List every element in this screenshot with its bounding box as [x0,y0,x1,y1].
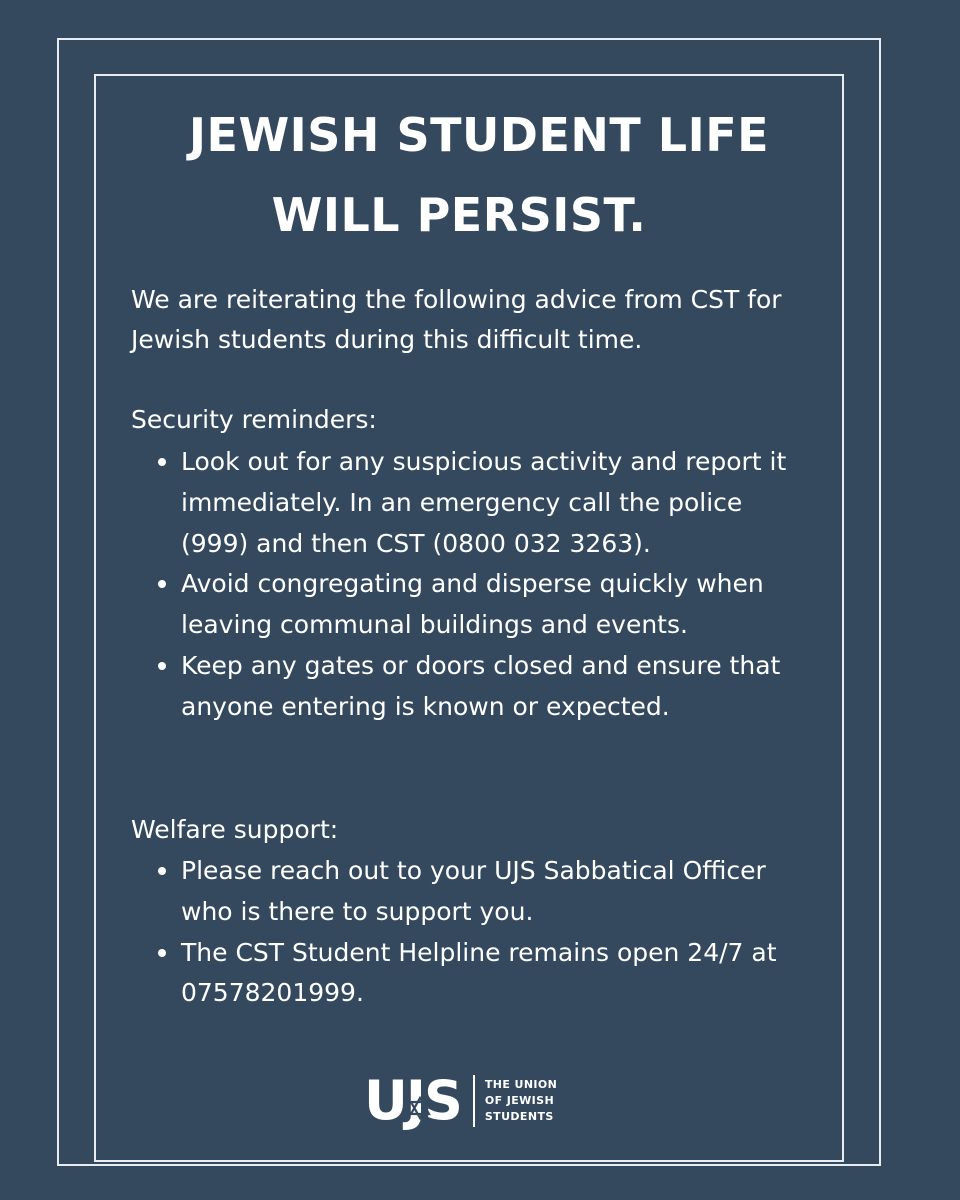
welfare-heading: Welfare support: [131,815,339,844]
list-item [131,851,811,933]
star-of-david-icon [408,1096,432,1120]
logo-wordmark [485,1077,557,1125]
bullet-icon [158,949,166,957]
logo-divider [473,1075,475,1127]
list-item [131,646,811,728]
ujs-logo-mark: UJS [364,1069,461,1132]
list-item [131,564,811,646]
welfare-item-text: The CST Student Helpline remains open 24/7 at 07578201999. [181,937,777,1008]
headline-line-2: WILL PERSIST. [271,188,647,242]
logo-text-line-1: THE UNION [484,1078,558,1091]
security-item-text: Look out for any suspicious activity and report it immediately. In an emergency call the police (999) and then CST (0800 032 3263). [181,447,787,558]
list-item [131,933,811,1015]
welfare-item-text: Please reach out to your UJS Sabbatical Officer who is there to support you. [181,856,766,926]
intro-paragraph: We are reiterating the following advice from CST for Jewish students during this difficult time. [131,285,782,354]
list-item [131,442,811,564]
logo-text-line-2: OF JEWISH [484,1094,555,1107]
security-item-text: Avoid congregating and disperse quickly when leaving communal buildings and events. [181,569,764,640]
security-item-text: Keep any gates or doors closed and ensure that anyone entering is known or expected. [181,650,781,721]
logo-text-line-3: STUDENTS [484,1110,554,1123]
bullet-icon [158,580,166,588]
security-list [131,442,811,728]
ujs-logo [364,1069,558,1132]
bullet-icon [158,458,166,466]
security-heading: Security reminders: [131,405,377,434]
welfare-list [131,851,811,1014]
bullet-icon [158,867,166,875]
headline-line-1: JEWISH STUDENT LIFE [188,108,770,162]
bullet-icon [158,662,166,670]
